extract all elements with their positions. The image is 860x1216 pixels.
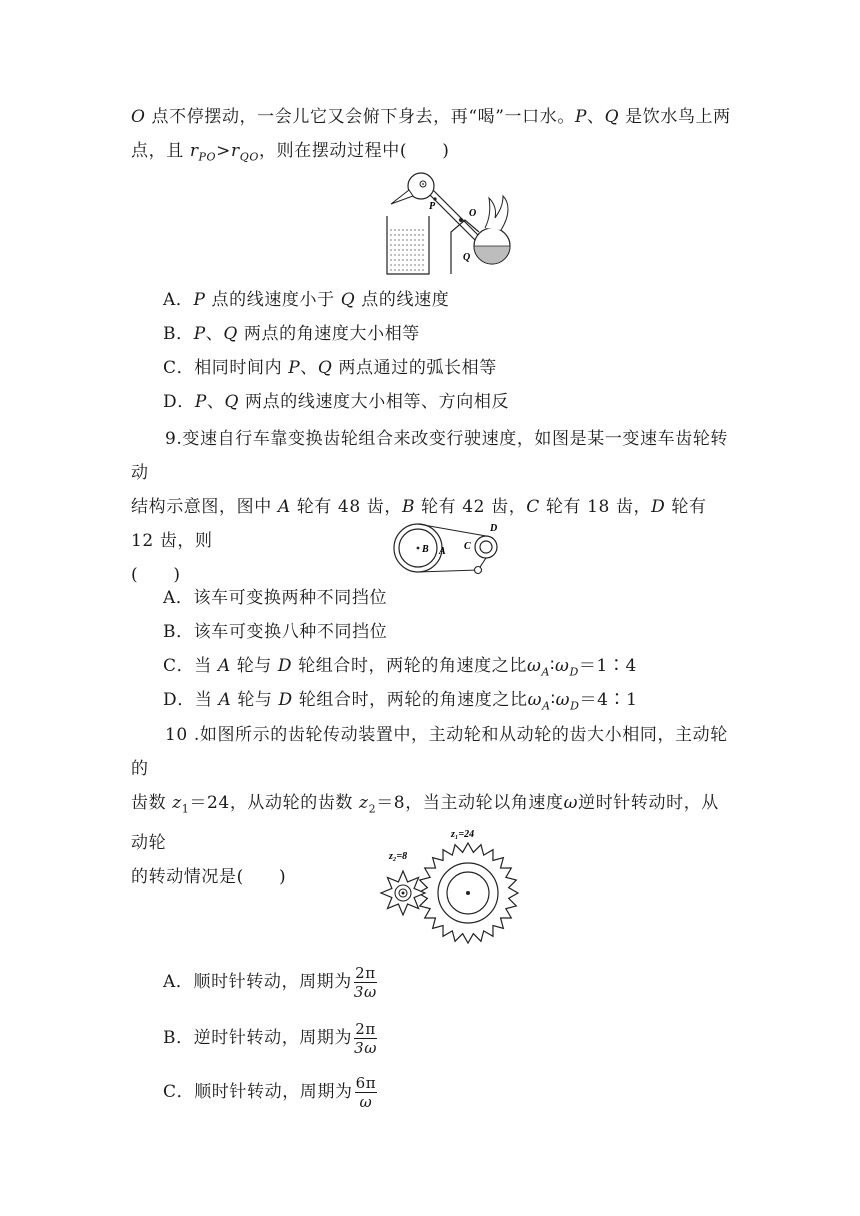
q10-text: 10 .如图所示的齿轮传动装置中，主动轮和从动轮的齿大小相同，主动轮的: [131, 725, 728, 779]
option-text: 两点的线速度大小相等、方向相反: [239, 392, 510, 412]
q10-text: ＝24，从动轮的齿数: [189, 793, 360, 813]
fraction-numerator: 6π: [355, 1074, 377, 1092]
gear-c: [475, 536, 497, 558]
option-text: 、: [300, 358, 318, 378]
option-text: ∶: [549, 656, 556, 676]
subscript: A: [541, 665, 550, 679]
q8-text: 、: [586, 107, 605, 127]
option-label: B．: [163, 324, 194, 344]
symbol-omega: ω: [526, 656, 542, 676]
symbol-omega: ω: [527, 690, 543, 710]
option-text: ∶: [550, 690, 556, 710]
symbol-omega: ω: [563, 793, 579, 813]
fraction-denominator: 3ω: [354, 1039, 378, 1057]
fraction: [354, 1021, 377, 1056]
q9-text: 轮有 18 齿，: [539, 497, 652, 517]
label-p: P: [429, 201, 436, 212]
q8-text: 是饮水鸟上两: [619, 107, 731, 127]
option-text: 轮组合时，两轮的角速度之比: [292, 690, 528, 710]
chain-top: [418, 524, 486, 536]
option-text: 点的线速度小于: [205, 290, 341, 310]
drinking-bird-figure: [385, 168, 520, 278]
option-text: 点的线速度: [355, 290, 450, 310]
label-o: O: [469, 208, 477, 219]
subscript: A: [542, 699, 551, 713]
option-text: 、: [206, 392, 225, 412]
option-label: C．当: [163, 656, 218, 676]
label-d: D: [490, 523, 498, 534]
option-text: A．该车可变换两种不同挡位: [163, 588, 388, 608]
symbol-p: P: [574, 107, 587, 127]
symbol-p: P: [288, 358, 301, 378]
label-b: B: [422, 544, 429, 555]
q10-text: 的转动情况是( ): [131, 867, 287, 888]
q9-text: 9.变速自行车靠变换齿轮组合来改变行驶速度，如图是某一变速车齿轮转动: [131, 429, 729, 483]
symbol-c: C: [526, 497, 540, 517]
label-z2: z₂=8: [389, 851, 408, 862]
gear-transmission-figure: [375, 825, 525, 945]
q8-text: ，则在摆动过程中( ): [259, 141, 450, 161]
subscript: PO: [198, 150, 217, 164]
symbol-b: B: [401, 497, 416, 517]
subscript: 2: [368, 802, 377, 816]
q8-option-b[interactable]: [163, 322, 420, 346]
symbol-p: P: [194, 392, 207, 412]
symbol-omega: ω: [555, 690, 571, 710]
symbol-q: Q: [604, 107, 620, 127]
symbol-d: D: [277, 656, 293, 676]
label-z1: z₁=24: [451, 829, 475, 840]
subscript: D: [570, 699, 580, 713]
option-text: ＝4∶1: [579, 690, 638, 710]
q10-option-b[interactable]: [163, 1016, 377, 1060]
fraction-numerator: 2π: [355, 1020, 376, 1038]
option-text: 、: [205, 324, 224, 344]
option-text: 两点通过的弧长相等: [332, 358, 497, 378]
option-text: A．顺时针转动，周期为: [163, 972, 352, 992]
label-c: C: [464, 541, 471, 552]
q9-option-b[interactable]: [163, 620, 387, 644]
label-q: Q: [463, 252, 471, 263]
q8-option-d[interactable]: [163, 390, 509, 414]
subscript: D: [569, 665, 579, 679]
symbol-z: z: [359, 793, 369, 813]
symbol-a: A: [218, 690, 232, 710]
fraction-denominator: ω: [359, 1093, 373, 1111]
q9-text: 结构示意图，图中: [131, 497, 278, 517]
q9-option-c[interactable]: [163, 654, 637, 684]
symbol-z: z: [172, 793, 182, 813]
option-text: 两点的角速度大小相等: [237, 324, 420, 344]
option-text: C．顺时针转动，周期为: [163, 1082, 353, 1102]
label-a: A: [439, 546, 446, 557]
symbol-o: O: [131, 107, 146, 127]
subscript: QO: [239, 150, 260, 164]
symbol-r: r: [231, 141, 240, 161]
q10-text: ＝8，当主动轮以角速度: [376, 793, 564, 813]
option-text: B．该车可变换八种不同挡位: [163, 622, 388, 642]
q9-option-a[interactable]: [163, 586, 387, 610]
fraction: [355, 1075, 378, 1110]
option-label: A．: [163, 290, 194, 310]
symbol-a: A: [277, 497, 291, 517]
symbol-q: Q: [340, 290, 356, 310]
option-text: 轮与: [230, 656, 278, 676]
q9-option-d[interactable]: [163, 688, 638, 718]
symbol-q: Q: [224, 392, 240, 412]
symbol-omega: ω: [555, 656, 570, 676]
symbol-p: P: [193, 290, 206, 310]
q8-text: 点，且: [131, 141, 190, 161]
symbol-q: Q: [223, 324, 238, 344]
option-text: B．逆时针转动，周期为: [163, 1028, 353, 1048]
symbol-a: A: [217, 656, 231, 676]
option-label: D．当: [163, 690, 219, 710]
water-cup: [387, 216, 429, 274]
symbol-d: D: [651, 497, 666, 517]
fraction: [354, 965, 377, 1000]
symbol-d: D: [278, 690, 293, 710]
option-label: D．: [163, 392, 195, 412]
option-label: C．相同时间内: [163, 358, 289, 378]
q8-option-a[interactable]: [163, 288, 449, 312]
option-text: ＝1∶4: [578, 656, 637, 676]
tensioner-wheel: [475, 567, 482, 574]
fraction-numerator: 2π: [355, 964, 376, 982]
q10-text: 齿数: [131, 793, 173, 813]
option-text: 轮与: [231, 690, 279, 710]
fraction-denominator: 3ω: [353, 983, 377, 1001]
symbol-r: r: [189, 141, 199, 161]
q10-option-c[interactable]: [163, 1070, 377, 1114]
q9-text: 轮有 12 齿，则: [131, 497, 707, 551]
q8-text: 点不停摆动，一会儿它又会俯下身去，再“喝”一口水。: [145, 107, 575, 127]
q9-text: ( ): [131, 565, 181, 585]
option-text: 轮组合时，两轮的角速度之比: [292, 656, 527, 676]
q8-stem: [131, 100, 731, 174]
symbol-p: P: [193, 324, 206, 344]
q8-option-c[interactable]: [163, 356, 497, 380]
bird-tail: [485, 196, 508, 230]
bicycle-gear-figure: [392, 518, 504, 578]
q9-text: 轮有 42 齿，: [415, 497, 527, 517]
q10-text: 逆时针转动时，从动轮: [131, 793, 719, 854]
q8-text: >: [216, 141, 232, 161]
gear-d: [480, 541, 492, 553]
q10-option-a[interactable]: [163, 960, 377, 1004]
q9-text: 轮有 48 齿，: [290, 497, 402, 517]
subscript: 1: [181, 802, 190, 816]
bird-beak: [391, 190, 413, 204]
symbol-q: Q: [317, 358, 333, 378]
